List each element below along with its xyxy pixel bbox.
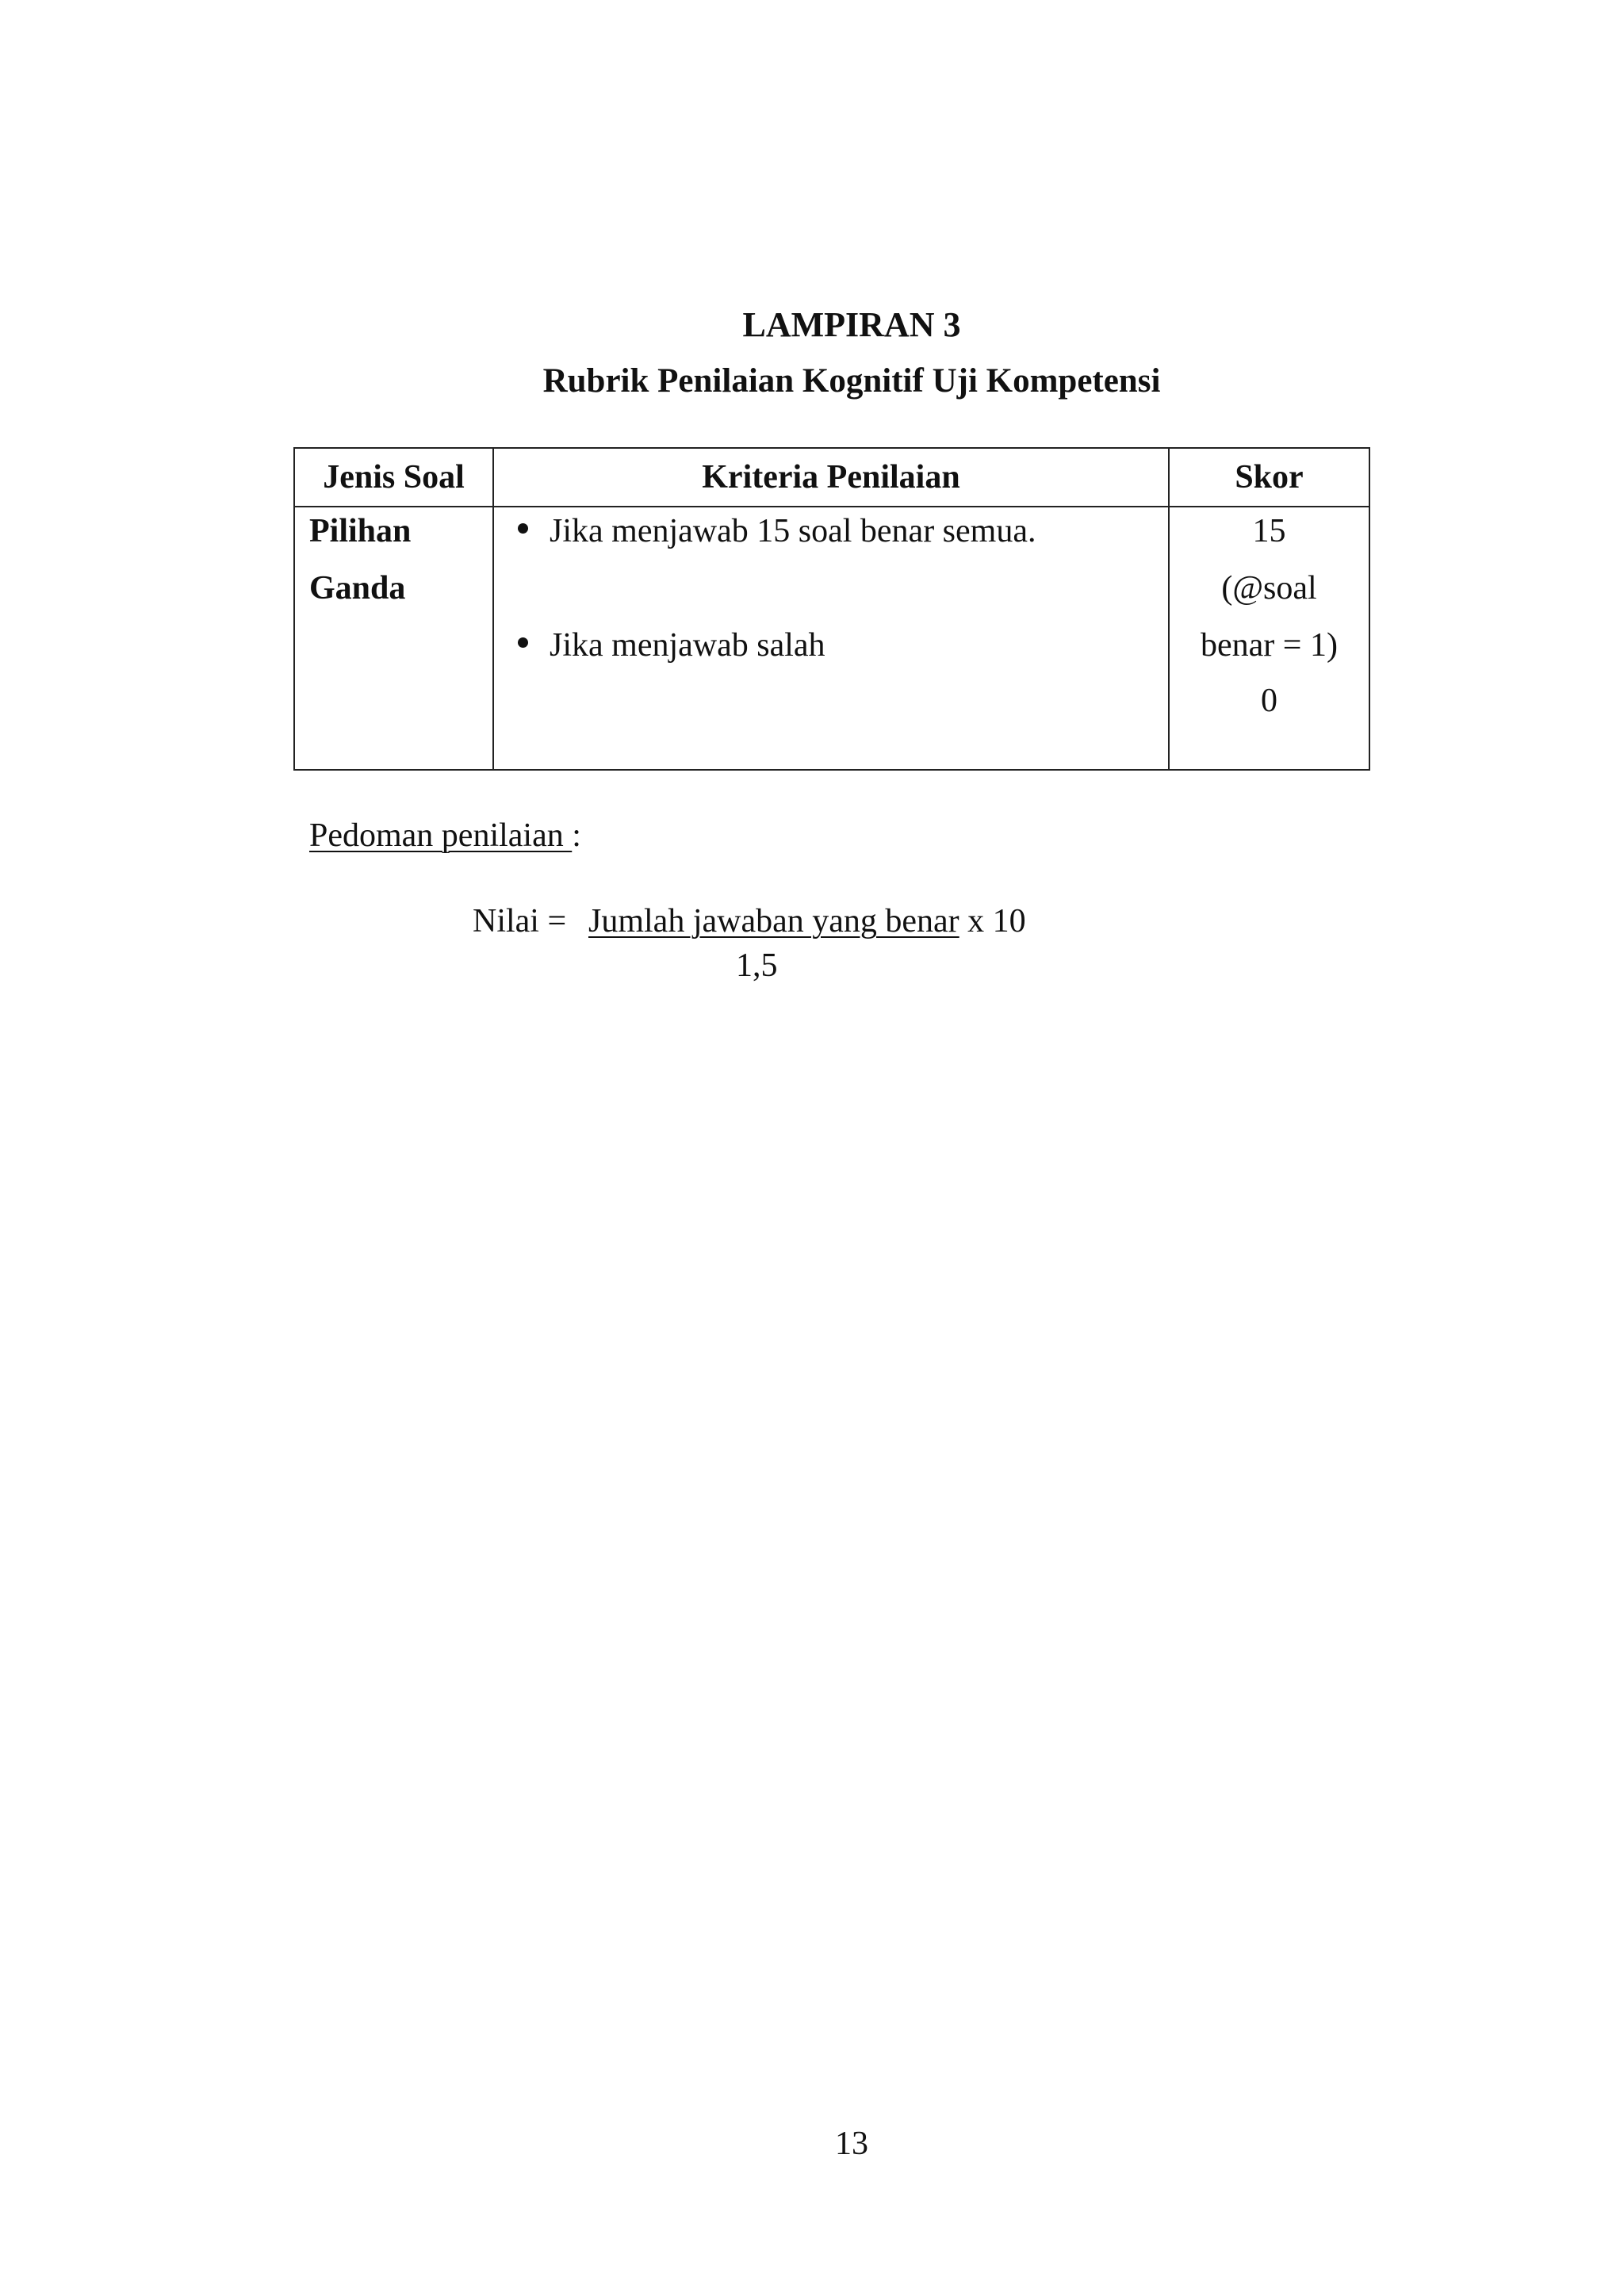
formula-multiplier: x 10 (959, 903, 1026, 939)
jenis-soal-line-2: Ganda (309, 570, 406, 607)
formula-lhs: Nilai = (473, 903, 567, 939)
jenis-soal-line-1: Pilihan (309, 513, 412, 549)
skor-line-1: 15 (1252, 513, 1286, 549)
kriteria-text: Jika menjawab salah (550, 627, 825, 664)
rubric-table (293, 447, 1370, 771)
bullet-icon (518, 637, 528, 648)
appendix-subtitle: Rubrik Penilaian Kognitif Uji Kompetensi (542, 362, 1161, 400)
table-row (294, 507, 1369, 770)
cell-kriteria (493, 507, 1169, 770)
formula-numerator-text: Jumlah jawaban yang benar (588, 903, 959, 939)
kriteria-text: Jika menjawab 15 soal benar semua. (550, 513, 1036, 549)
pedoman-label: Pedoman penilaian (309, 817, 573, 854)
header-jenis-soal: Jenis Soal (294, 448, 493, 507)
header-kriteria-penilaian: Kriteria Penilaian (493, 448, 1169, 507)
pedoman-colon: : (572, 817, 581, 854)
skor-line-2: (@soal (1221, 570, 1317, 607)
formula-denominator: 1,5 (736, 947, 778, 984)
table-header-row (294, 448, 1369, 507)
page-number: 13 (835, 2126, 868, 2162)
cell-skor (1169, 507, 1369, 770)
skor-line-4: 0 (1261, 683, 1277, 719)
formula-numerator (588, 902, 1026, 940)
header-skor: Skor (1169, 448, 1369, 507)
appendix-title: LAMPIRAN 3 (742, 305, 961, 344)
pedoman-penilaian (309, 817, 581, 855)
cell-jenis-soal (294, 507, 493, 770)
skor-line-3: benar = 1) (1201, 627, 1338, 664)
bullet-icon (518, 523, 528, 534)
